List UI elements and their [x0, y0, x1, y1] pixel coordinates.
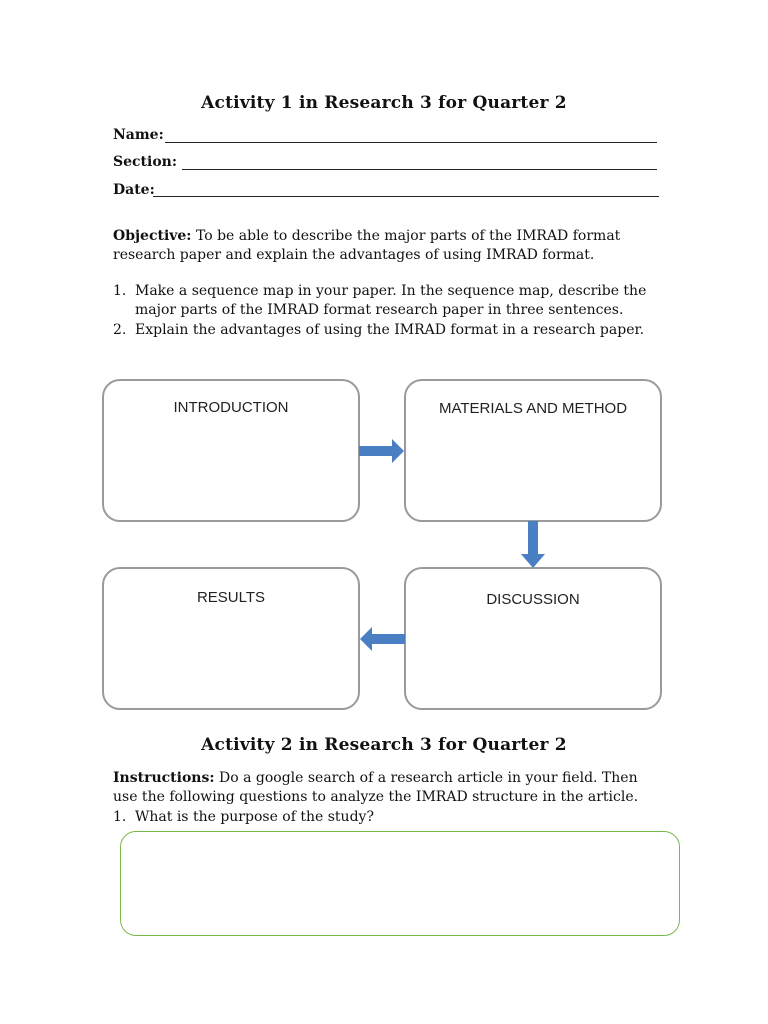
objective-text: To be able to describe the major parts of the IMRAD format research paper and explain the advantages of using IMRAD format. — [113, 228, 621, 263]
objective-paragraph — [113, 227, 673, 265]
materials-and-method-label: MATERIALS AND METHOD — [438, 400, 628, 417]
task-number: 2. — [113, 322, 127, 338]
arrow-right-icon — [358, 438, 406, 464]
task-text-line: Explain the advantages of using the IMRAD format in a research paper. — [135, 322, 645, 338]
section-field[interactable] — [182, 169, 657, 170]
instructions-text: use the following questions to analyze the IMRAD structure in the article. — [113, 789, 639, 805]
materials-and-method-box[interactable] — [404, 379, 662, 522]
activity2-title: Activity 2 in Research 3 for Quarter 2 — [201, 735, 567, 755]
arrow-down-icon — [520, 520, 546, 570]
discussion-label: DISCUSSION — [486, 591, 580, 608]
activity1-title: Activity 1 in Research 3 for Quarter 2 — [201, 93, 567, 113]
list-item — [113, 321, 683, 340]
date-label: Date: — [113, 182, 155, 198]
results-box[interactable] — [102, 567, 360, 710]
section-label: Section: — [113, 154, 178, 170]
question-item — [113, 808, 683, 827]
task-text-line: major parts of the IMRAD format research paper in three sentences. — [135, 302, 624, 318]
answer-box[interactable] — [120, 831, 680, 936]
instructions-text: Do a google search of a research article in your field. Then — [218, 770, 638, 786]
introduction-label: INTRODUCTION — [173, 399, 289, 416]
date-field[interactable] — [153, 196, 659, 197]
introduction-box[interactable] — [102, 379, 360, 522]
question-number: 1. — [113, 809, 127, 825]
arrow-left-icon — [358, 626, 406, 652]
discussion-box[interactable] — [404, 567, 662, 710]
question-text: What is the purpose of the study? — [135, 809, 374, 825]
name-label: Name: — [113, 127, 164, 143]
objective-label: Objective: — [113, 228, 192, 244]
task-number: 1. — [113, 283, 127, 299]
instructions-paragraph — [113, 769, 693, 807]
instructions-label: Instructions: — [113, 770, 215, 786]
task-text-line: Make a sequence map in your paper. In the sequence map, describe the — [135, 283, 647, 299]
results-label: RESULTS — [196, 589, 266, 606]
list-item — [113, 282, 683, 320]
name-field[interactable] — [165, 142, 657, 143]
